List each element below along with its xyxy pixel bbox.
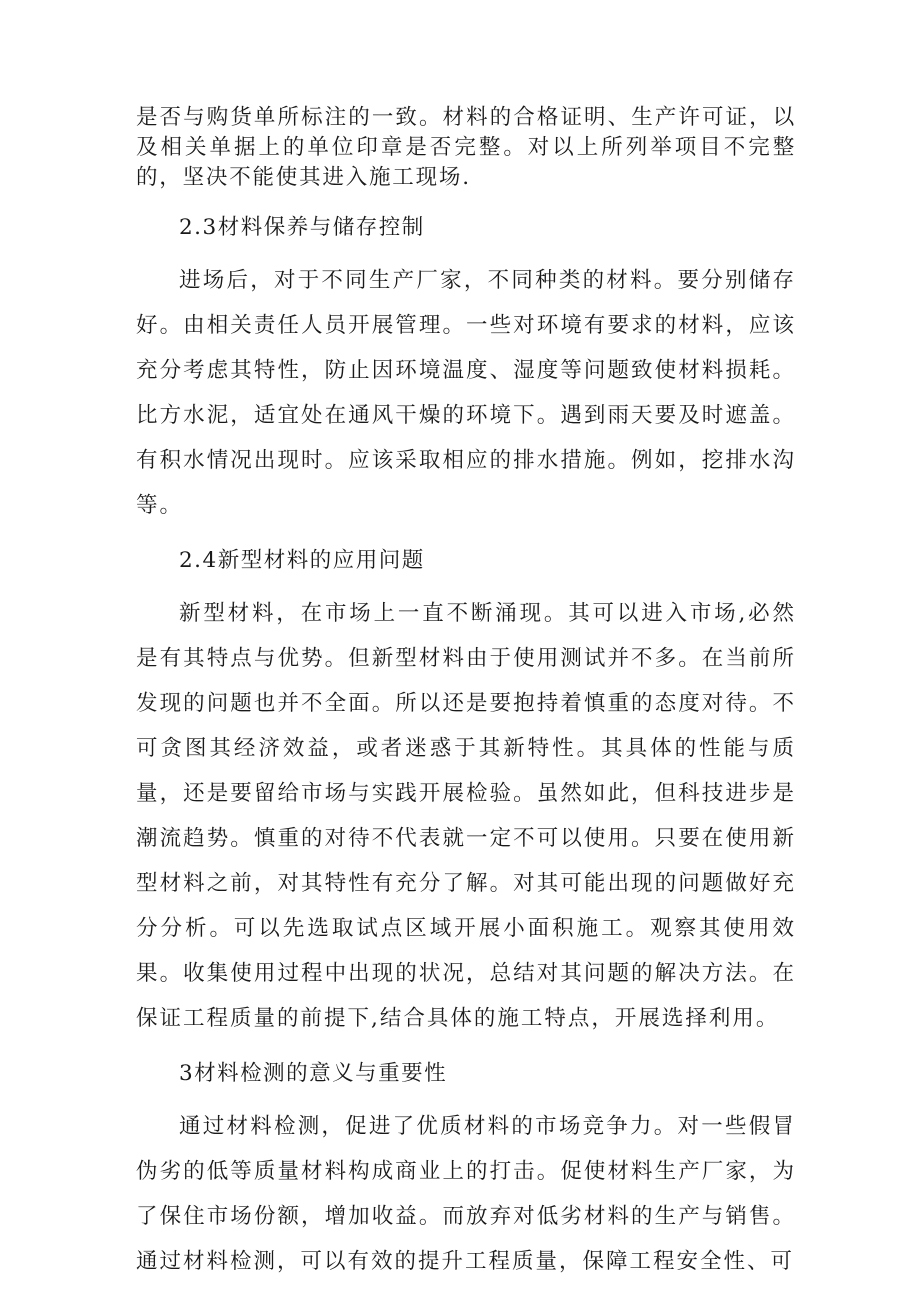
paragraph-storage-control: 进场后，对于不同生产厂家，不同种类的材料。要分别储存好。由相关责任人员开展管理。一些对环境有要求的材料，应该充分考虑其特性，防止因环境温度、湿度等问题致使材料损耗。比方水泥，适宜处在通风干燥的环境下。遇到雨天要及时遮盖。有积水情况出现时。应该采取相应的排水措施。例如，挖排水沟等。	[136, 268, 796, 518]
paragraph-testing-significance: 通过材料检测，促进了优质材料的市场竞争力。对一些假冒伪劣的低等质量材料构成商业上的打击。促使材料生产厂家，为了保住市场份额，增加收益。而放弃对低劣材料的生产与销售。通过材料检测，可以有效的提升工程质量，保障工程安全性、可	[136, 1114, 796, 1274]
paragraph-continuation: 是否与购货单所标注的一致。材料的合格证明、生产许可证，以及相关单据上的单位印章是否完整。对以上所列举项目不完整的，坚决不能使其进入施工现场.	[136, 105, 796, 190]
paragraph-new-materials: 新型材料，在市场上一直不断涌现。其可以进入市场,必然是有其特点与优势。但新型材料由于使用测试并不多。在当前所发现的问题也并不全面。所以还是要抱持着慎重的态度对待。不可贪图其经济效益，或者迷惑于其新特性。其具体的性能与质量，还是要留给市场与实践开展检验。虽然如此，但科技进步是潮流趋势。慎重的对待不代表就一定不可以使用。只要在使用新型材料之前，对其特性有充分了解。对其可能出现的问题做好充分分析。可以先选取试点区域开展小面积施工。观察其使用效果。收集使用过程中出现的状况，总结对其问题的解决方法。在保证工程质量的前提下,结合具体的施工特点，开展选择利用。	[136, 601, 796, 1031]
section-heading-3: 3材料检测的意义与重要性	[179, 1061, 448, 1086]
section-heading-2-4: 2.4新型材料的应用问题	[179, 548, 425, 573]
section-heading-2-3: 2.3材料保养与储存控制	[179, 215, 425, 240]
document-body	[136, 103, 796, 1284]
